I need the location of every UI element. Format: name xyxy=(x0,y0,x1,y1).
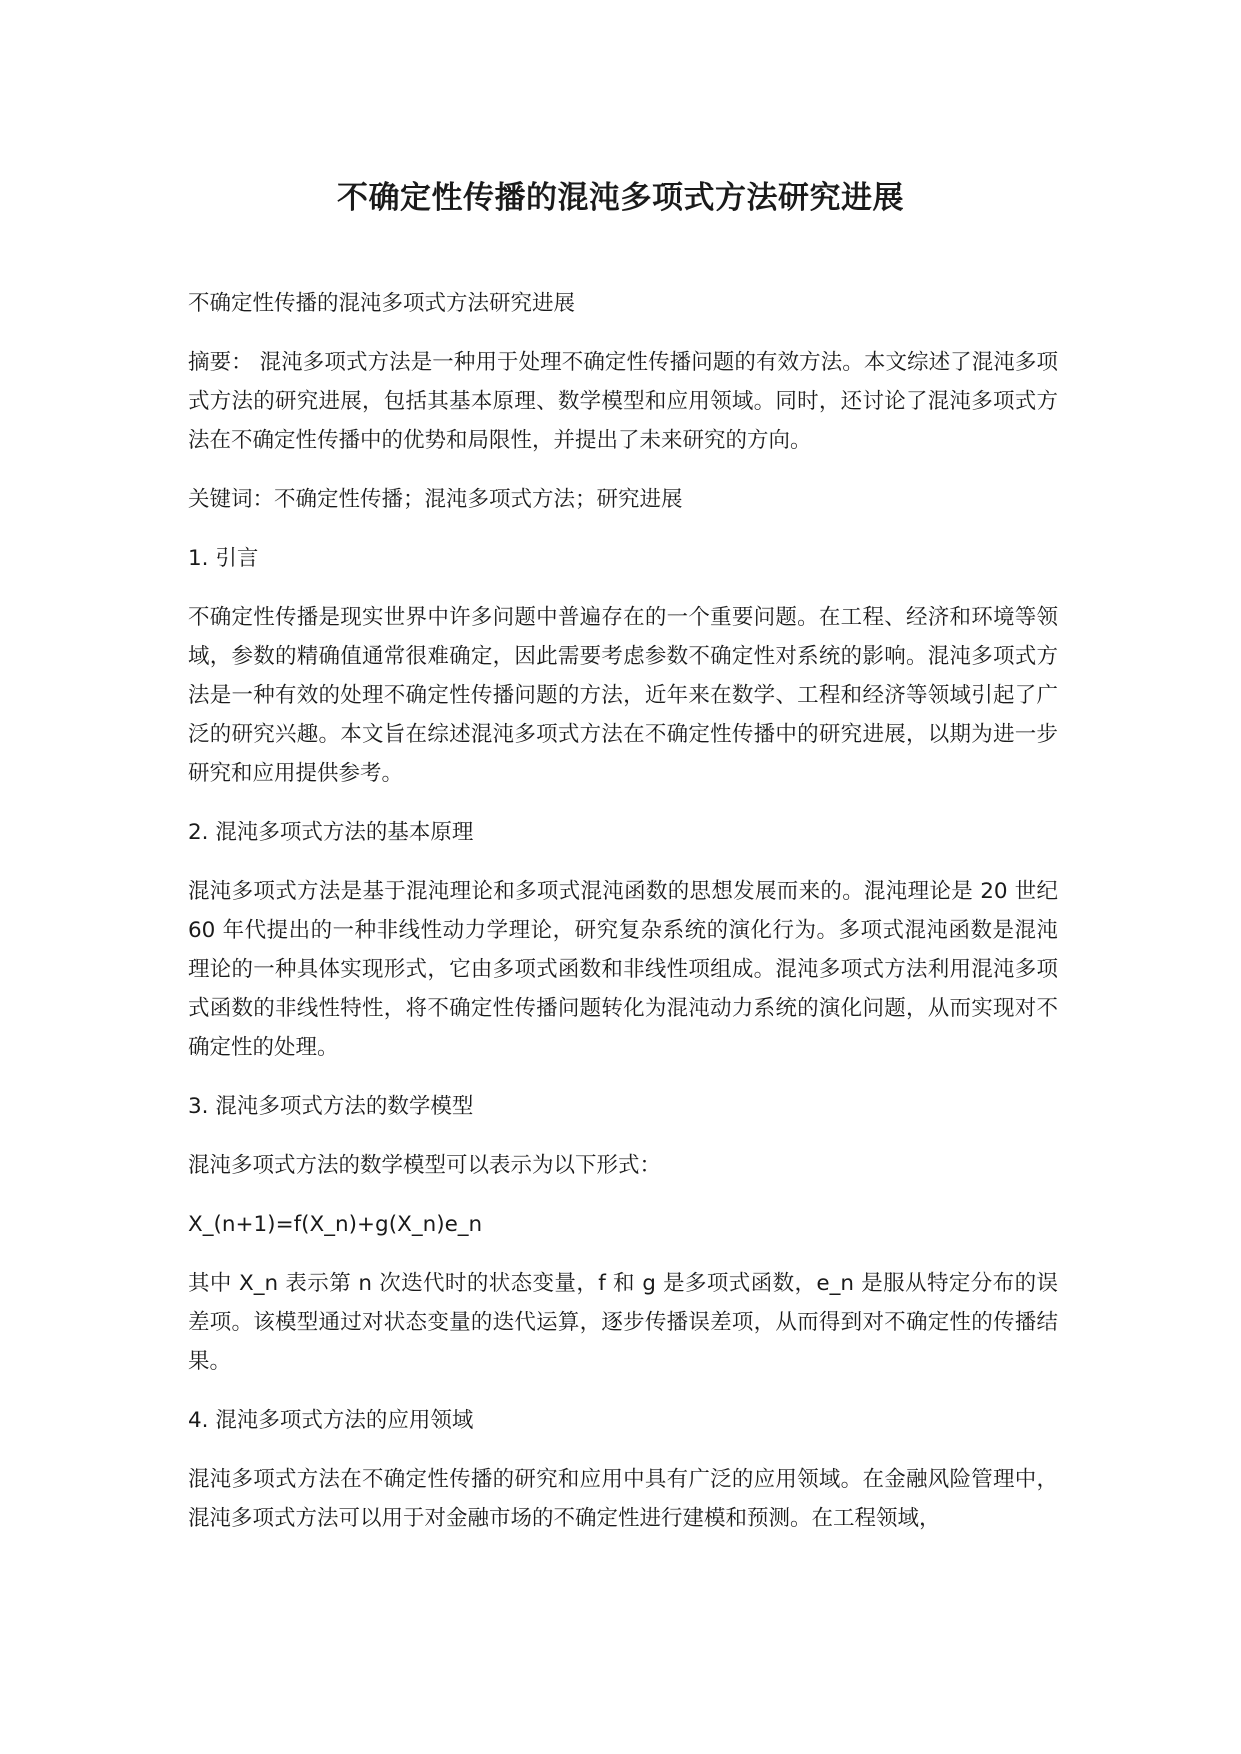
math-model-formula: X_(n+1)=f(X_n)+g(X_n)e_n xyxy=(188,1212,483,1237)
section-heading-introduction: 1. 引言 xyxy=(188,546,259,571)
document-title: 不确定性传播的混沌多项式方法研究进展 xyxy=(337,180,904,216)
principles-paragraph: 混沌多项式方法是基于混沌理论和多项式混沌函数的思想发展而来的。混沌理论是 20 世纪 60 年代提出的一种非线性动力学理论，研究复杂系统的演化行为。多项式混沌函数是混沌理论的一种具体实现形式，它由多项式函数和非线性项组成。混沌多项式方法利用混沌多项式函数的非线性特性，将不确定性传播问题转化为混沌动力系统的演化问题，从而实现对不确定性的处理。 xyxy=(188,879,1058,1060)
document-subtitle: 不确定性传播的混沌多项式方法研究进展 xyxy=(188,291,576,316)
document-body xyxy=(188,284,1058,1558)
applications-paragraph: 混沌多项式方法在不确定性传播的研究和应用中具有广泛的应用领域。在金融风险管理中，混沌多项式方法可以用于对金融市场的不确定性进行建模和预测。在工程领域， xyxy=(188,1467,1058,1531)
section-heading-applications: 4. 混沌多项式方法的应用领域 xyxy=(188,1408,474,1433)
introduction-paragraph: 不确定性传播是现实世界中许多问题中普遍存在的一个重要问题。在工程、经济和环境等领域，参数的精确值通常很难确定，因此需要考虑参数不确定性对系统的影响。混沌多项式方法是一种有效的处理不确定性传播问题的方法，近年来在数学、工程和经济等领域引起了广泛的研究兴趣。本文旨在综述混沌多项式方法在不确定性传播中的研究进展，以期为进一步研究和应用提供参考。 xyxy=(188,605,1058,786)
math-model-intro: 混沌多项式方法的数学模型可以表示为以下形式： xyxy=(188,1153,662,1178)
section-heading-principles: 2. 混沌多项式方法的基本原理 xyxy=(188,820,474,845)
section-heading-math-model: 3. 混沌多项式方法的数学模型 xyxy=(188,1094,474,1119)
keywords-line: 关键词：不确定性传播；混沌多项式方法；研究进展 xyxy=(188,487,683,512)
math-model-explanation: 其中 X_n 表示第 n 次迭代时的状态变量，f 和 g 是多项式函数，e_n 是服从特定分布的误差项。该模型通过对状态变量的迭代运算，逐步传播误差项，从而得到对不确定性的传播结果。 xyxy=(188,1271,1058,1374)
abstract-paragraph: 摘要： 混沌多项式方法是一种用于处理不确定性传播问题的有效方法。本文综述了混沌多项式方法的研究进展，包括其基本原理、数学模型和应用领域。同时，还讨论了混沌多项式方法在不确定性传播中的优势和局限性，并提出了未来研究的方向。 xyxy=(188,350,1058,453)
